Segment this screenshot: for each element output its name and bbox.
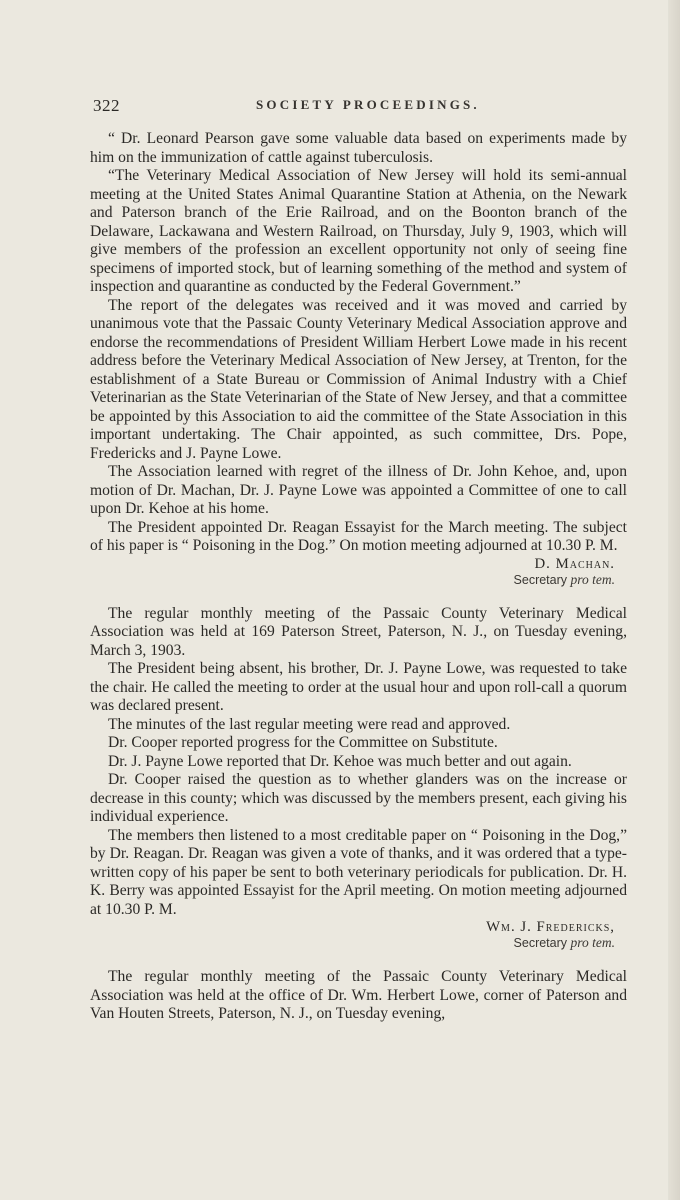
paragraph: The regular monthly meeting of the Passaic County Veterinary Medical Association was held at the office of Dr. Wm. Herbert Lowe, corner of Paterson and Van Houten Streets, Paterson, N. J., on Tuesday evening, (90, 968, 627, 1022)
signature-name: Wm. J. Fredericks, (486, 919, 615, 935)
paragraph: Dr. J. Payne Lowe reported that Dr. Kehoe was much better and out again. (108, 752, 572, 770)
paragraph: “The Veterinary Medical Association of New Jersey will hold its semi-annual meeting at the United States Animal Quarantine Station at Athenia, on the Newark and Paterson branch of the Erie Railroad, and on the Boonton branch of the Delaware, Lackawana and Western Railroad, on Thursday, July 9, 1903, which will give members of the profession an excellent opportunity not only of seeing fine specimens of imported stock, but of learning something of the method and system of inspection and quarantine as conducted by the Federal Government.” (90, 167, 627, 295)
signature-machan (90, 556, 627, 573)
running-head: SOCIETY PROCEEDINGS. (256, 97, 480, 112)
signature-name: D. Machan. (534, 555, 615, 572)
paragraph: The report of the delegates was received and it was moved and carried by unanimous vote that the Passaic County Veterinary Medical Association approve and endorse the recommendations of President William Herbert Lowe made in his recent address before the Veterinary Medical Association of New Jersey, at Trenton, for the establishment of a State Bureau or Commission of Animal Industry with a Chief Veterinarian as the State Veterinarian of the State of New Jersey, and that a committee be appointed by this Association to aid the committee of the State Association in this important undertaking. The Chair appointed, as such committee, Drs. Pope, Fredericks and J. Payne Lowe. (90, 296, 627, 462)
paragraph: The regular monthly meeting of the Passaic County Veterinary Medical Association was held at 169 Paterson Street, Paterson, N. J., on Tuesday evening, March 3, 1903. (90, 604, 627, 659)
section-gap (90, 950, 627, 968)
page-header (93, 96, 627, 118)
paragraph: The President appointed Dr. Reagan Essayist for the March meeting. The subject of his paper is “ Poisoning in the Dog.” On motion meeting adjourned at 10.30 P. M. (90, 518, 627, 554)
signature-title: Secretary pro tem. (513, 571, 615, 587)
section-gap (90, 587, 627, 605)
paragraph: Dr. Cooper reported progress for the Committee on Substitute. (108, 734, 498, 751)
signature-fredericks (90, 919, 627, 936)
paragraph: The President being absent, his brother, Dr. J. Payne Lowe, was requested to take the chair. He called the meeting to order at the usual hour and upon roll-call a quorum was declared present. (90, 660, 627, 714)
signature-title: Secretary pro tem. (513, 935, 615, 950)
page-body (90, 130, 627, 1024)
paragraph: The minutes of the last regular meeting were read and approved. (108, 715, 511, 733)
paragraph: The Association learned with regret of the illness of Dr. John Kehoe, and, upon motion of Dr. Machan, Dr. J. Payne Lowe was appointed a Committee of one to call upon Dr. Kehoe at his home. (90, 463, 627, 517)
paragraph: Dr. Cooper raised the question as to whether glanders was on the increase or decrease in this county; which was discussed by the members present, each giving his individual experience. (90, 771, 627, 825)
page-edge-shadow (668, 0, 680, 1200)
paragraph: The members then listened to a most creditable paper on “ Poisoning in the Dog,” by Dr. Reagan. Dr. Reagan was given a vote of thanks, and it was ordered that a type-written copy of his paper be sent to both veterinary periodicals for publication. Dr. H. K. Berry was appointed Essayist for the April meeting. On motion meeting adjourned at 10.30 P. M. (90, 826, 627, 918)
paragraph: “ Dr. Leonard Pearson gave some valuable data based on experiments made by him on the immunization of cattle against tuberculosis. (90, 130, 627, 166)
page-number: 322 (93, 96, 120, 115)
